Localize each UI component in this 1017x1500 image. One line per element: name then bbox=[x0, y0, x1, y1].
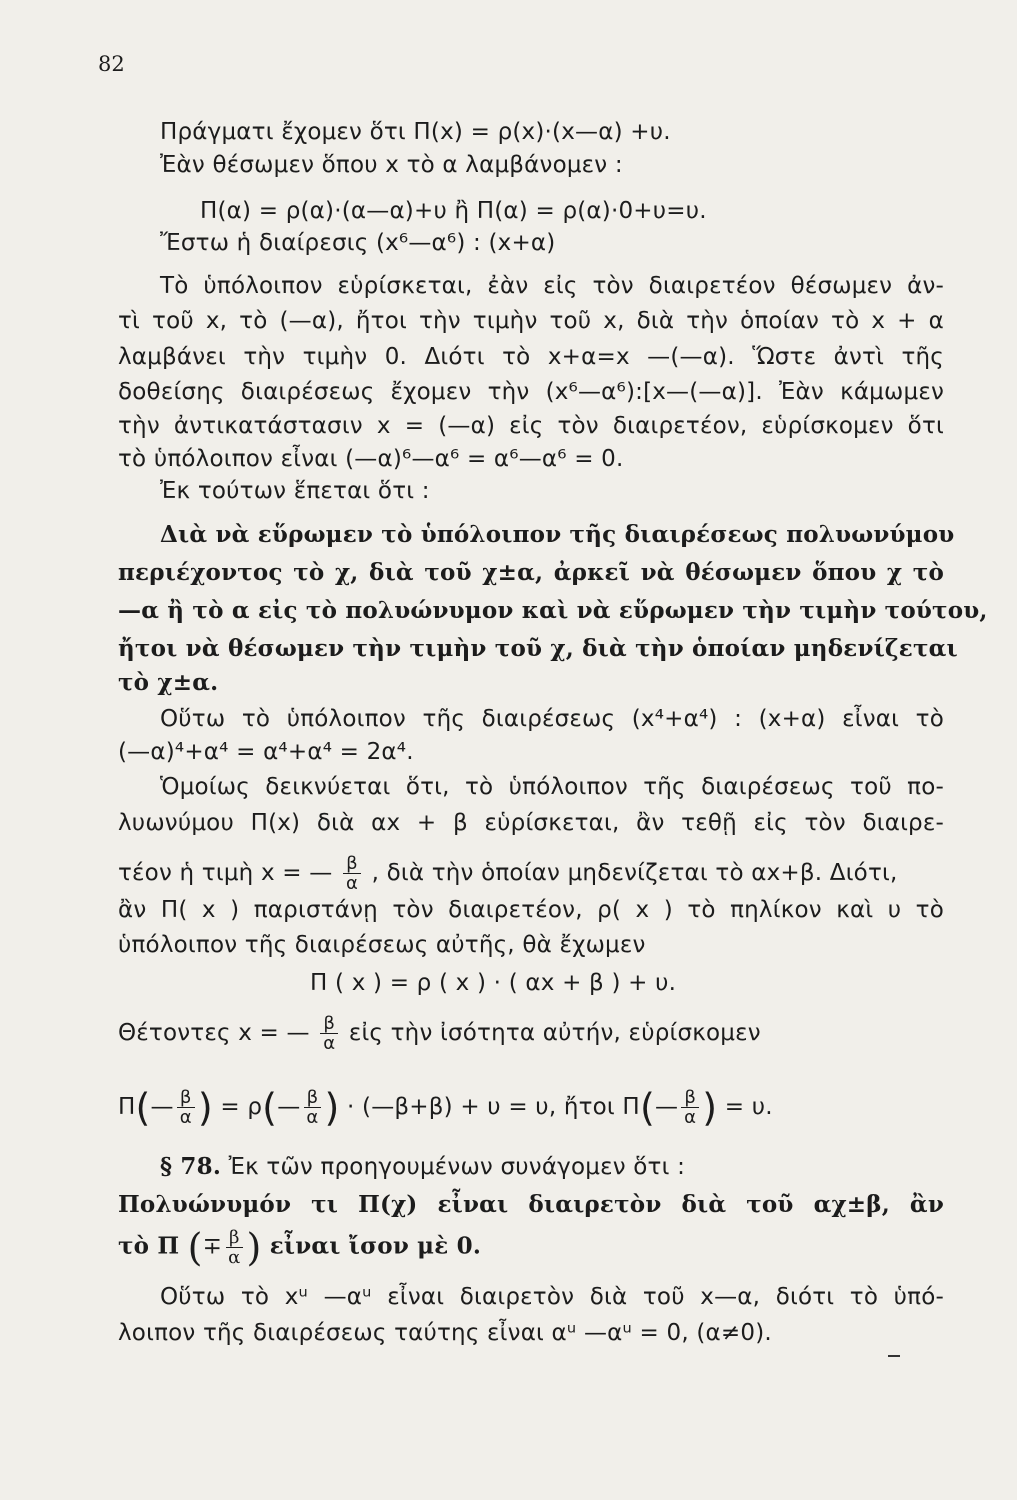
section-number: § 78. bbox=[160, 1153, 222, 1180]
equation-line: Π ( x ) = ρ ( x ) · ( αx + β ) + υ. bbox=[310, 970, 677, 996]
text-line: λαμβάνει τὴν τιμὴν 0. Διότι τὸ x+α=x —(—α). Ὥστε ἀντὶ τῆς bbox=[118, 344, 944, 370]
bold-rule-line: ἤτοι νὰ θέσωμεν τὴν τιμὴν τοῦ χ, διὰ τὴν ὁποίαν μηδενίζεται bbox=[118, 635, 958, 662]
bold-rule-line: Πολυώνυμόν τι Π(χ) εἶναι διαιρετὸν διὰ τοῦ αχ±β, ἂν bbox=[118, 1191, 944, 1218]
text-line: λυωνύμου Π(x) διὰ αx + β εὑρίσκεται, ἂν τεθῇ εἰς τὸν διαιρε- bbox=[118, 810, 944, 836]
text-line: ἂν Π( x ) παριστάνῃ τὸν διαιρετέον, ρ( x ) τὸ πηλίκον καὶ υ τὸ bbox=[118, 897, 944, 923]
bold-rule-line: —α ἢ τὸ α εἰς τὸ πολυώνυμον καὶ νὰ εὕρωμεν τὴν τιμὴν τούτου, bbox=[118, 597, 988, 624]
text-line: δοθείσης διαιρέσεως ἔχομεν τὴν (x⁶—α⁶):[x—(—α)]. Ἐὰν κάμωμεν bbox=[118, 379, 944, 405]
text-line-with-fraction: τέον ἡ τιμὴ x = — $\frac{\beta}{\alpha}$ , διὰ τὴν ὁποίαν μηδενίζεται τὸ αx+β. Διότι, bbox=[118, 853, 898, 894]
text-line: (—α)⁴+α⁴ = α⁴+α⁴ = 2α⁴. bbox=[118, 739, 414, 765]
page-number: 82 bbox=[98, 52, 125, 76]
bold-rule-line: Διὰ νὰ εὕρωμεν τὸ ὑπόλοιπον τῆς διαιρέσεως πολυωνύμου bbox=[160, 521, 955, 548]
decorative-dash bbox=[888, 1355, 900, 1357]
text-line: Ἐὰν θέσωμεν ὅπου x τὸ α λαμβάνομεν : bbox=[160, 152, 623, 178]
text-line: τὴν ἀντικατάστασιν x = (—α) εἰς τὸν διαιρετέον, εὑρίσκομεν ὅτι bbox=[118, 413, 944, 439]
text-line: τὸ ὑπόλοιπον εἶναι (—α)⁶—α⁶ = α⁶—α⁶ = 0. bbox=[118, 446, 624, 472]
text-line: Πράγματι ἔχομεν ὅτι Π(x) = ρ(x)·(x—α) +υ. bbox=[160, 119, 671, 145]
text-line: λοιπον τῆς διαιρέσεως ταύτης εἶναι αᵘ —αᵘ = 0, (α≠0). bbox=[118, 1320, 772, 1346]
equation-line: Π(α) = ρ(α)·(α—α)+υ ἢ Π(α) = ρ(α)·0+υ=υ. bbox=[200, 198, 707, 224]
text-line: Ὁμοίως δεικνύεται ὅτι, τὸ ὑπόλοιπον τῆς διαιρέσεως τοῦ πο- bbox=[160, 774, 944, 800]
fraction: $\frac{\beta}{\alpha}$ bbox=[343, 854, 361, 893]
text-line: Ἐκ τούτων ἕπεται ὅτι : bbox=[160, 478, 430, 504]
section-line: § 78. Ἐκ τῶν προηγουμένων συνάγομεν ὅτι : bbox=[160, 1153, 686, 1180]
text-line: Τὸ ὑπόλοιπον εὑρίσκεται, ἐὰν εἰς τὸν διαιρετέον θέσωμεν ἀν- bbox=[160, 273, 944, 299]
text-line: τὶ τοῦ x, τὸ (—α), ἤτοι τὴν τιμὴν τοῦ x, διὰ τὴν ὁποίαν τὸ x + α bbox=[118, 308, 944, 334]
text-line-with-fraction: Θέτοντες x = — $\frac{\beta}{\alpha}$ εἰς τὴν ἰσότητα αὐτήν, εὑρίσκομεν bbox=[118, 1013, 761, 1054]
bold-rule-line: τὸ χ±α. bbox=[118, 669, 219, 696]
equation-line: Π(— $\frac{\beta}{\alpha}$ ) = ρ(— $\frac{\beta}{\alpha}$ ) · (—β+β) + υ = υ, ἤτοι Π(— $\frac{\beta}{\alpha}$ ) = υ. bbox=[118, 1085, 773, 1130]
fraction: $\frac{\beta}{\alpha}$ bbox=[320, 1014, 338, 1053]
text-line: Ἔστω ἡ διαίρεσις (x⁶—α⁶) : (x+α) bbox=[160, 230, 556, 256]
text-line: Οὕτω τὸ xᵘ —αᵘ εἶναι διαιρετὸν διὰ τοῦ x—α, διότι τὸ ὑπό- bbox=[160, 1284, 944, 1310]
text-line: Οὕτω τὸ ὑπόλοιπον τῆς διαιρέσεως (x⁴+α⁴) : (x+α) εἶναι τὸ bbox=[160, 706, 944, 732]
text-line: ὑπόλοιπον τῆς διαιρέσεως αὐτῆς, θὰ ἔχωμεν bbox=[118, 932, 646, 958]
bold-rule-line: περιέχοντος τὸ χ, διὰ τοῦ χ±α, ἀρκεῖ νὰ θέσωμεν ὅπου χ τὸ bbox=[118, 559, 944, 586]
bold-rule-line-with-fraction: τὸ Π (∓ $\frac{\beta}{\alpha}$ ) εἶναι ἴσον μὲ 0. bbox=[118, 1225, 482, 1270]
